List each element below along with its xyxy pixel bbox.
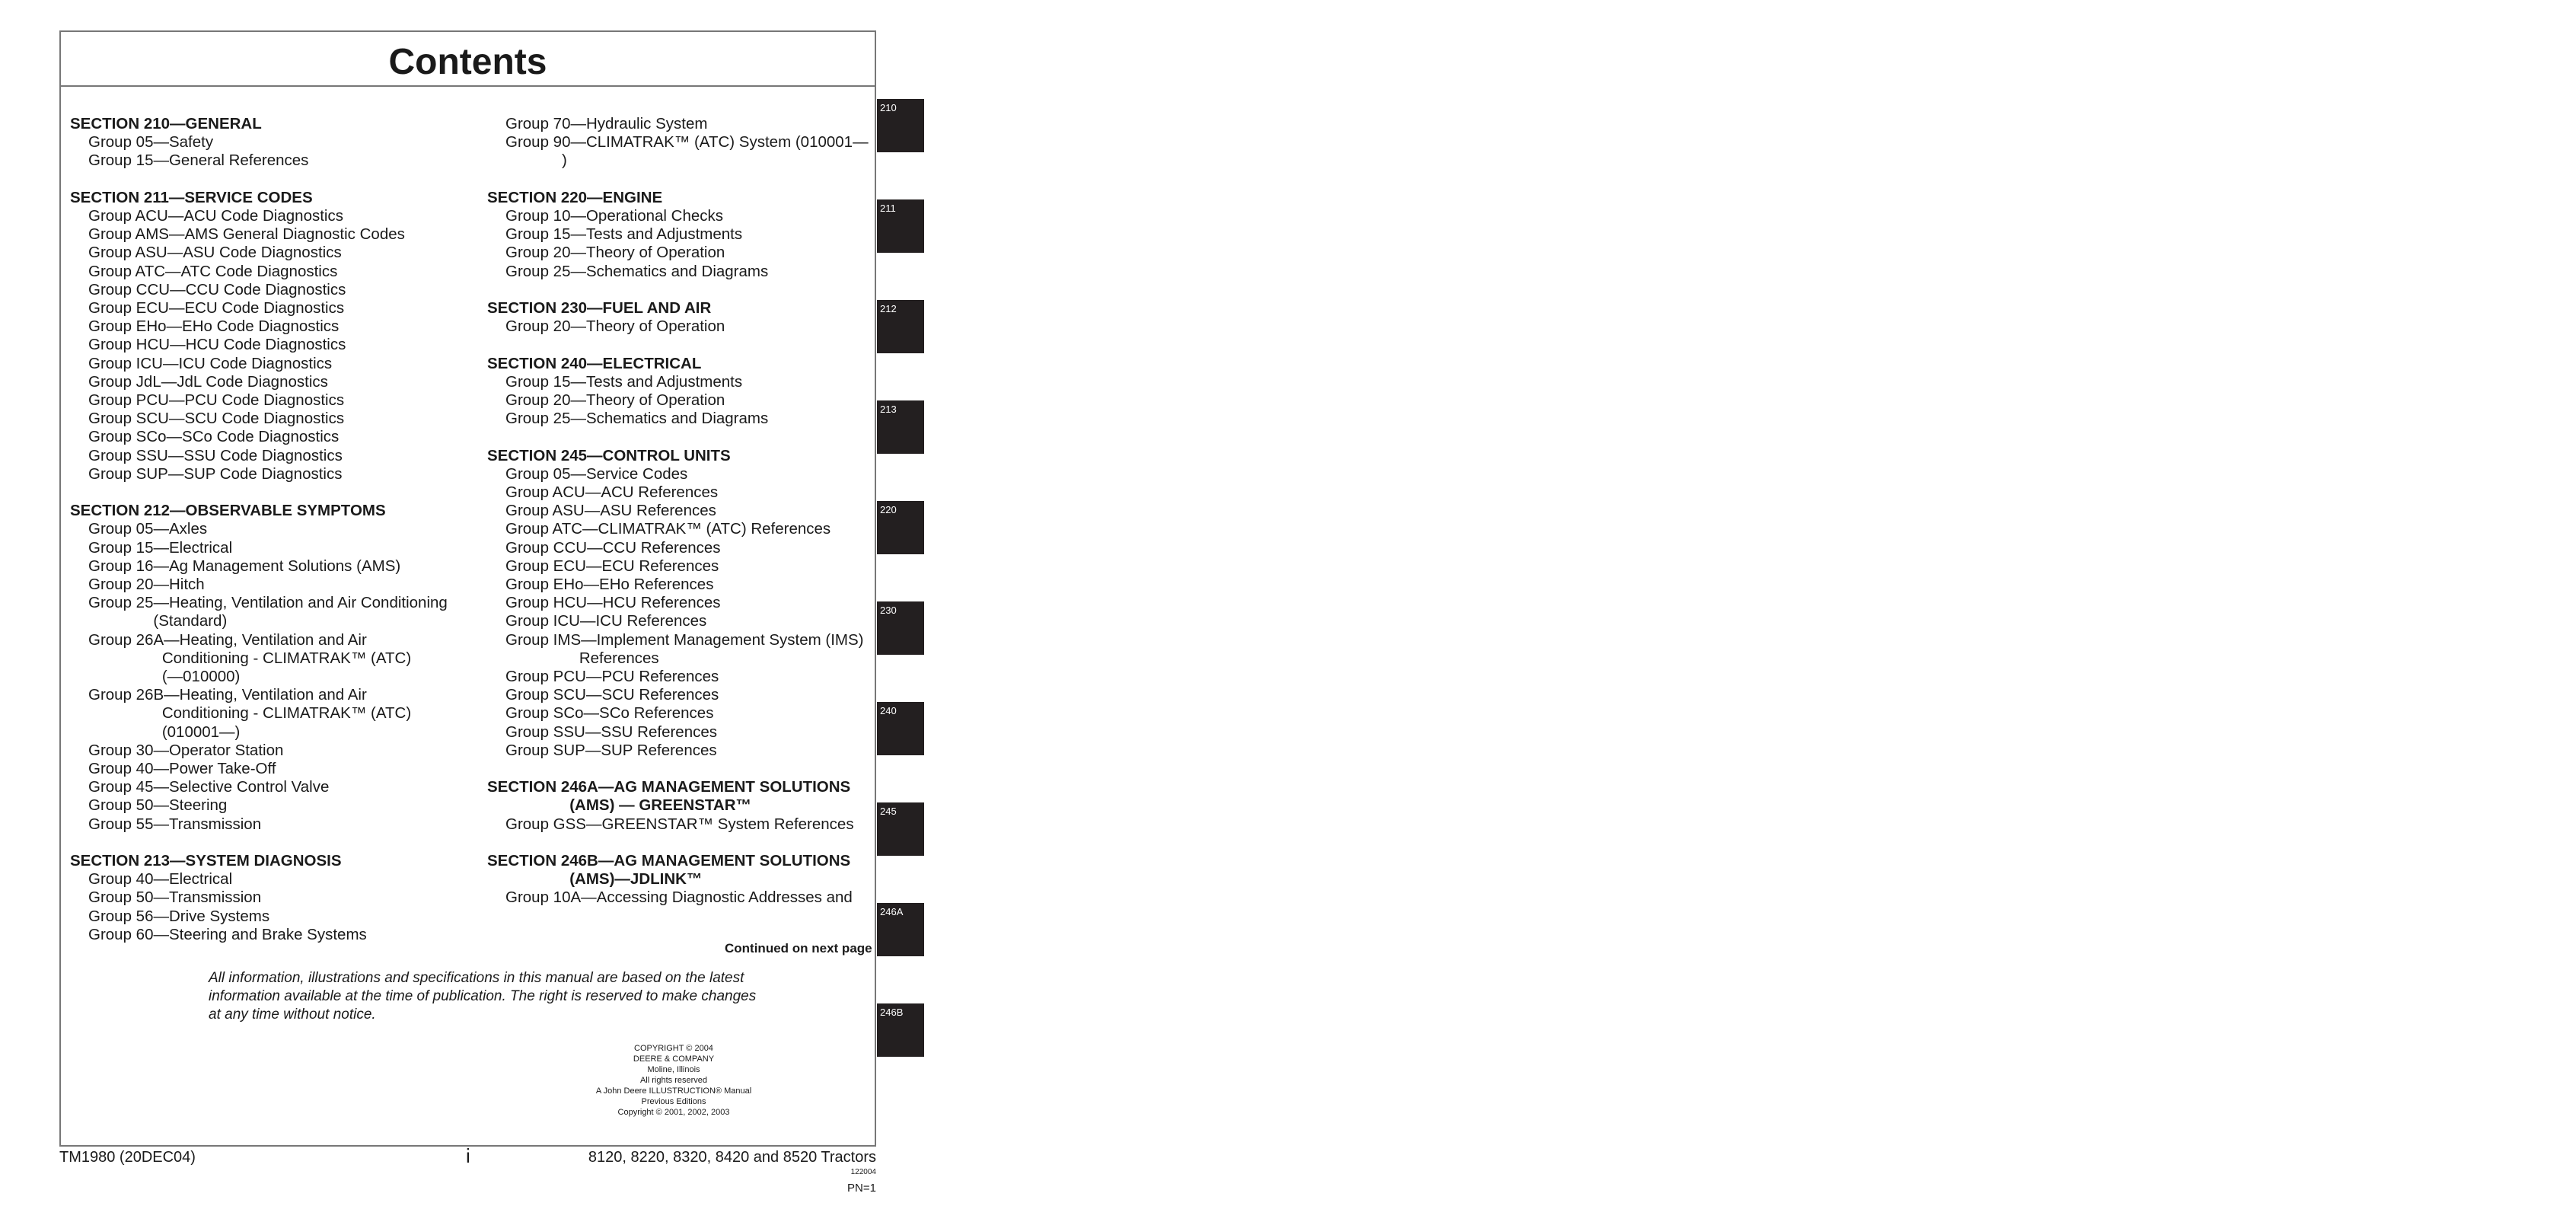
group-entry: Group 15—General References: [88, 152, 309, 170]
group-entry: Group SCU—SCU Code Diagnostics: [88, 410, 345, 428]
group-entry: Group 05—Service Codes: [505, 464, 688, 483]
group-entry: Group ECU—ECU References: [505, 557, 719, 575]
section-heading: SECTION 246A—AG MANAGEMENT SOLUTIONS: [487, 778, 851, 796]
group-entry: Group 20—Theory of Operation: [505, 391, 725, 409]
group-entry: Conditioning - CLIMATRAK™ (ATC): [88, 704, 412, 723]
footer-page-number: i: [466, 1144, 470, 1167]
group-entry: Group ACU—ACU Code Diagnostics: [88, 207, 343, 225]
section-tab-220[interactable]: 220: [877, 501, 924, 554]
group-entry: Group ATC—ATC Code Diagnostics: [88, 262, 338, 280]
disclaimer-text: All information, illustrations and specifications in this manual are based on the latest information available at the time of publication. The right is reserved to make changes at any time without notice.: [209, 970, 757, 1023]
group-entry: Group ASU—ASU Code Diagnostics: [88, 244, 342, 262]
group-entry: Group SCo—SCo References: [505, 704, 714, 723]
group-entry: Group 15—Tests and Adjustments: [505, 225, 743, 244]
group-entry: Group 50—Steering: [88, 796, 228, 815]
group-entry: Group PCU—PCU References: [505, 668, 719, 686]
spacer: [70, 171, 466, 189]
group-entry: Group 70—Hydraulic System: [505, 115, 708, 132]
footer-date-code: 122004: [850, 1168, 876, 1176]
group-entry: Group ICU—ICU References: [505, 612, 707, 630]
group-entry: Group CCU—CCU References: [505, 538, 721, 557]
group-entry: Group AMS—AMS General Diagnostic Codes: [88, 225, 405, 244]
section-heading: SECTION 246B—AG MANAGEMENT SOLUTIONS: [487, 852, 851, 870]
group-entry: References: [505, 649, 659, 667]
group-entry: Group GSS—GREENSTAR™ System References: [505, 815, 854, 833]
footer-doc-id: TM1980 (20DEC04): [59, 1149, 196, 1166]
group-entry: Group 05—Safety: [88, 133, 214, 152]
section-tab-211[interactable]: 211: [877, 199, 924, 253]
section-heading: SECTION 240—ELECTRICAL: [487, 354, 702, 372]
contents-right-column: [487, 115, 868, 908]
group-entry: Group 16—Ag Management Solutions (AMS): [88, 557, 401, 575]
group-entry: Group 20—Theory of Operation: [505, 317, 725, 336]
group-entry: Group HCU—HCU Code Diagnostics: [88, 336, 346, 354]
section-tab-245[interactable]: 245: [877, 802, 924, 856]
footer-pn: PN=1: [847, 1182, 876, 1195]
section-tab-246a[interactable]: 246A: [877, 903, 924, 956]
group-entry: Group 40—Power Take-Off: [88, 760, 276, 778]
contents-left-column: [70, 115, 466, 944]
continued-note: Continued on next page: [725, 941, 872, 956]
group-entry: Group ACU—ACU References: [505, 483, 719, 501]
group-entry: Group SSU—SSU Code Diagnostics: [88, 446, 343, 464]
group-entry: Group 10A—Accessing Diagnostic Addresses and: [505, 889, 853, 907]
group-entry: Group SUP—SUP References: [505, 741, 717, 759]
spacer: [487, 281, 868, 299]
group-entry: Group 05—Axles: [88, 520, 208, 538]
group-entry: Group 10—Operational Checks: [505, 207, 724, 225]
page-title: Contents: [388, 42, 547, 82]
spacer: [487, 171, 868, 189]
spacer: [487, 428, 868, 446]
group-entry: Group 20—Theory of Operation: [505, 244, 725, 262]
section-tab-212[interactable]: 212: [877, 300, 924, 353]
group-entry: Group 15—Electrical: [88, 538, 233, 557]
group-entry: Group 15—Tests and Adjustments: [505, 372, 743, 391]
group-entry: Group 25—Schematics and Diagrams: [505, 262, 769, 280]
title-divider: [59, 85, 876, 87]
section-tab-230[interactable]: 230: [877, 601, 924, 655]
group-entry: Group 60—Steering and Brake Systems: [88, 925, 367, 943]
section-tab-240[interactable]: 240: [877, 702, 924, 755]
group-entry: Group EHo—EHo References: [505, 576, 714, 594]
footer-model-list: 8120, 8220, 8320, 8420 and 8520 Tractors: [588, 1149, 876, 1166]
group-entry: Group 25—Schematics and Diagrams: [505, 410, 769, 428]
section-heading: SECTION 245—CONTROL UNITS: [487, 446, 731, 464]
group-entry: Group 26B—Heating, Ventilation and Air: [88, 686, 367, 704]
group-entry: Conditioning - CLIMATRAK™ (ATC): [88, 649, 412, 667]
group-entry: Group SSU—SSU References: [505, 723, 718, 741]
section-heading: SECTION 210—GENERAL: [70, 115, 262, 132]
group-entry: Group ASU—ASU References: [505, 502, 716, 520]
group-entry: Group PCU—PCU Code Diagnostics: [88, 391, 345, 410]
group-entry: Group ECU—ECU Code Diagnostics: [88, 299, 345, 317]
group-entry: Group SCo—SCo Code Diagnostics: [88, 428, 340, 446]
group-entry: Group 56—Drive Systems: [88, 907, 270, 925]
group-entry: Group SCU—SCU References: [505, 686, 719, 704]
section-heading: SECTION 213—SYSTEM DIAGNOSIS: [70, 852, 342, 870]
group-entry: Group CCU—CCU Code Diagnostics: [88, 280, 346, 298]
copyright-line: Copyright © 2001, 2002, 2003: [617, 1108, 730, 1117]
group-entry: Group 20—Hitch: [88, 576, 205, 594]
group-entry: Group HCU—HCU References: [505, 594, 721, 612]
copyright-line: Moline, Illinois: [647, 1065, 700, 1074]
group-entry: Group 50—Transmission: [88, 889, 262, 907]
section-tab-210[interactable]: 210: [877, 99, 924, 152]
section-heading: (AMS)—JDLINK™: [487, 870, 703, 889]
group-entry: Group ICU—ICU Code Diagnostics: [88, 354, 333, 372]
copyright-block: [579, 1043, 769, 1118]
group-entry: (010001—): [88, 723, 241, 741]
section-heading: SECTION 211—SERVICE CODES: [70, 188, 313, 206]
group-entry: (Standard): [88, 612, 228, 630]
section-heading: SECTION 230—FUEL AND AIR: [487, 299, 712, 317]
section-tab-213[interactable]: 213: [877, 400, 924, 454]
group-entry: Group JdL—JdL Code Diagnostics: [88, 372, 328, 391]
spacer: [70, 483, 466, 502]
section-tab-246b[interactable]: 246B: [877, 1003, 924, 1057]
section-heading: SECTION 220—ENGINE: [487, 188, 663, 206]
spacer: [487, 834, 868, 852]
copyright-line: All rights reserved: [639, 1076, 708, 1085]
group-entry: Group EHo—EHo Code Diagnostics: [88, 317, 340, 336]
group-entry: Group ATC—CLIMATRAK™ (ATC) References: [505, 520, 831, 538]
copyright-line: A John Deere ILLUSTRUCTION® Manual: [595, 1086, 752, 1096]
copyright-line: COPYRIGHT © 2004: [634, 1044, 713, 1053]
group-entry: ): [505, 152, 567, 170]
copyright-line: Previous Editions: [641, 1097, 706, 1106]
copyright-line: DEERE & COMPANY: [633, 1054, 715, 1064]
section-heading: SECTION 212—OBSERVABLE SYMPTOMS: [70, 502, 386, 520]
group-entry: Group SUP—SUP Code Diagnostics: [88, 464, 343, 483]
group-entry: (—010000): [88, 668, 241, 686]
spacer: [487, 760, 868, 778]
spacer: [70, 834, 466, 852]
group-entry: Group 25—Heating, Ventilation and Air Conditioning: [88, 594, 448, 612]
group-entry: Group 90—CLIMATRAK™ (ATC) System (010001—: [505, 133, 869, 152]
spacer: [487, 336, 868, 354]
group-entry: Group 55—Transmission: [88, 815, 262, 833]
group-entry: Group 30—Operator Station: [88, 741, 284, 759]
group-entry: Group 45—Selective Control Valve: [88, 778, 330, 796]
group-entry: Group 40—Electrical: [88, 870, 233, 889]
group-entry: Group 26A—Heating, Ventilation and Air: [88, 630, 367, 649]
group-entry: Group IMS—Implement Management System (IMS): [505, 630, 864, 649]
section-heading: (AMS) — GREENSTAR™: [487, 796, 751, 815]
